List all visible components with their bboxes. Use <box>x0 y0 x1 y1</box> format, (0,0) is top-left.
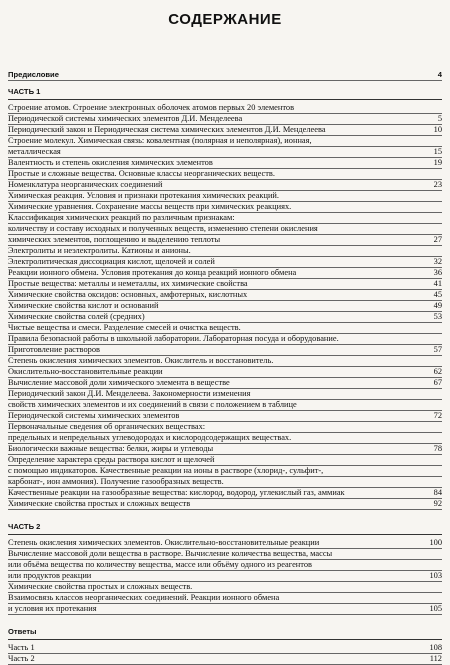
toc-entry-page: 15 <box>433 147 442 156</box>
toc-entry-text: Номенклатура неорганических соединений <box>8 180 163 189</box>
toc-entry-line[interactable] <box>8 466 442 477</box>
toc-entry-page: 10 <box>433 125 442 134</box>
page-title: СОДЕРЖАНИЕ <box>168 11 282 28</box>
part1-rule <box>8 99 442 100</box>
toc-entry-line[interactable] <box>8 136 442 147</box>
toc-entry-text: Строение атомов. Строение электронных оболочек атомов первых 20 элементов <box>8 103 295 112</box>
toc-entry-line[interactable] <box>8 235 442 246</box>
toc-entry-line[interactable] <box>8 169 442 180</box>
toc-entry-text: с помощью индикаторов. Качественные реакции на ионы в растворе (хлорид-, сульфит-, <box>8 466 324 475</box>
toc-entry-page: 72 <box>433 411 442 420</box>
toc-entry-text: Электролитическая диссоциация кислот, щелочей и солей <box>8 257 215 266</box>
toc-entry-text: Первоначальные сведения об органических веществах: <box>8 422 206 431</box>
part2-rule <box>8 534 442 535</box>
toc-entry-text: Вычисление массовой доли вещества в растворе. Вычисление количества вещества, массы <box>8 549 333 558</box>
toc-entry-line[interactable] <box>8 400 442 411</box>
toc-entry-page: 92 <box>433 499 442 508</box>
toc-entry-page: 84 <box>433 488 442 497</box>
toc-entry-text: Химические свойства кислот и оснований <box>8 301 159 310</box>
toc-entry-line[interactable] <box>8 103 442 114</box>
toc-entry-line[interactable] <box>8 488 442 499</box>
toc-entry-line[interactable] <box>8 538 442 549</box>
toc-entry-page: 100 <box>429 538 442 547</box>
toc-entry-text: Химические свойства простых и сложных веществ <box>8 499 191 508</box>
toc-entry-line[interactable] <box>8 279 442 290</box>
toc-entry-line[interactable] <box>8 290 442 301</box>
toc-entry-page: 67 <box>433 378 442 387</box>
toc-entry-text: Химические свойства оксидов: основных, амфотерных, кислотных <box>8 290 248 299</box>
toc-entry-text: Периодический закон Д.И. Менделеева. Закономерности изменения <box>8 389 251 398</box>
toc-entry-line[interactable] <box>8 582 442 593</box>
toc-entry-line[interactable] <box>8 560 442 571</box>
toc-entry-line[interactable] <box>8 499 442 510</box>
toc-entry-line[interactable] <box>8 422 442 433</box>
toc-entry-text: Приготовление растворов <box>8 345 100 354</box>
toc-entry-text: Биологически важные вещества: белки, жиры и углеводы <box>8 444 214 453</box>
toc-entry-line[interactable] <box>8 356 442 367</box>
toc-entry-page: 57 <box>433 345 442 354</box>
toc-entry-text: карбонат-, ион аммония). Получение газообразных веществ. <box>8 477 224 486</box>
toc-entry-label: Предисловие <box>8 70 59 79</box>
toc-entry-line[interactable] <box>8 477 442 488</box>
toc-entry-line[interactable] <box>8 334 442 345</box>
toc-entry-line[interactable] <box>8 125 442 136</box>
toc-entry-line[interactable] <box>8 345 442 356</box>
toc-entry-text: Простые вещества: металлы и неметаллы, их химические свойства <box>8 279 248 288</box>
toc-entry-preface[interactable] <box>8 70 442 81</box>
toc-entry-page: 105 <box>429 604 442 613</box>
toc-entry-text: Определение характера среды раствора кислот и щелочей <box>8 455 215 464</box>
toc-entry-page: 19 <box>433 158 442 167</box>
toc-entry-line[interactable] <box>8 389 442 400</box>
toc-entry-text: или объёма вещества по количеству вещества, массе или объёму одного из реагентов <box>8 560 312 569</box>
toc-entry-text: или продуктов реакции <box>8 571 92 580</box>
toc-entry-line[interactable] <box>8 147 442 158</box>
toc-entry-line[interactable] <box>8 367 442 378</box>
toc-entry-page: 5 <box>437 114 442 123</box>
toc-entry-text: Периодической системы химических элементов <box>8 411 180 420</box>
toc-entry-page: 41 <box>433 279 442 288</box>
toc-entry-text: Химические уравнения. Сохранение массы веществ при химических реакциях. <box>8 202 292 211</box>
toc-entry-text: Химические свойства простых и сложных веществ. <box>8 582 193 591</box>
toc-entry-text: предельных и непредельных углеводородах и кислородсодержащих веществах. <box>8 433 292 442</box>
toc-entry-text: Чистые вещества и смеси. Разделение смесей и очистка веществ. <box>8 323 241 332</box>
toc-entry-line[interactable] <box>8 301 442 312</box>
answers-rule <box>8 639 442 640</box>
toc-entry-text: Степень окисления химических элементов. Окислитель и восстановитель. <box>8 356 274 365</box>
toc-entry-line[interactable] <box>8 593 442 604</box>
toc-entry-text: и условия их протекания <box>8 604 97 613</box>
toc-entry-line[interactable] <box>8 549 442 560</box>
toc-entry-page: 23 <box>433 180 442 189</box>
toc-entry-text: Химические свойства солей (средних) <box>8 312 145 321</box>
part2-entries <box>8 538 442 615</box>
toc-entry-line[interactable] <box>8 323 442 334</box>
answers-heading: Ответы <box>8 627 37 636</box>
toc-entry-line[interactable] <box>8 455 442 466</box>
toc-entry-line[interactable] <box>8 257 442 268</box>
toc-entry-line[interactable] <box>8 312 442 323</box>
toc-entry-text: Валентность и степень окисления химических элементов <box>8 158 213 167</box>
toc-entry-page: 112 <box>429 654 442 663</box>
toc-entry-text: Электролиты и неэлектролиты. Катионы и анионы. <box>8 246 191 255</box>
toc-entry-text: Строение молекул. Химическая связь: ковалентная (полярная и неполярная), ионная, <box>8 136 312 145</box>
toc-entry-page: 45 <box>433 290 442 299</box>
toc-entry-page: 108 <box>429 643 442 652</box>
toc-entry-page: 32 <box>433 257 442 266</box>
part1-entries <box>8 103 442 510</box>
toc-entry-text: Часть 2 <box>8 654 35 663</box>
part1-heading: ЧАСТЬ 1 <box>8 87 41 96</box>
toc-entry-line[interactable] <box>8 114 442 125</box>
toc-entry-text: количеству и составу исходных и полученных веществ, изменению степени окисления <box>8 224 318 233</box>
toc-entry-text: Простые и сложные вещества. Основные классы неорганических веществ. <box>8 169 275 178</box>
toc-entry-line[interactable] <box>8 224 442 235</box>
toc-entry-line[interactable] <box>8 378 442 389</box>
toc-entry-text: Вычисление массовой доли химического элемента в веществе <box>8 378 230 387</box>
toc-entry-line[interactable] <box>8 444 442 455</box>
part2-heading: ЧАСТЬ 2 <box>8 522 41 531</box>
toc-entry-line[interactable] <box>8 180 442 191</box>
toc-entry-text: Окислительно-восстановительные реакции <box>8 367 163 376</box>
toc-entry-page: 78 <box>433 444 442 453</box>
toc-entry-line[interactable] <box>8 191 442 202</box>
toc-entry-line[interactable] <box>8 654 442 665</box>
toc-entry-line[interactable] <box>8 246 442 257</box>
toc-entry-page: 27 <box>433 235 442 244</box>
toc-entry-line[interactable] <box>8 411 442 422</box>
toc-entry-line[interactable] <box>8 268 442 279</box>
toc-entry-page: 62 <box>433 367 442 376</box>
answers-entries <box>8 643 442 665</box>
toc-entry-line[interactable] <box>8 202 442 213</box>
toc-entry-line[interactable] <box>8 643 442 654</box>
toc-entry-line[interactable] <box>8 213 442 224</box>
toc-entry-page: 4 <box>437 70 442 79</box>
toc-entry-text: Качественные реакции на газообразные вещества: кислород, водород, углекислый газ, аммиак <box>8 488 345 497</box>
toc <box>8 70 442 665</box>
toc-entry-text: Классификация химических реакций по различным признакам: <box>8 213 235 222</box>
toc-entry-text: металлическая <box>8 147 61 156</box>
toc-entry-line[interactable] <box>8 158 442 169</box>
toc-entry-line[interactable] <box>8 571 442 582</box>
toc-entry-text: Реакции ионного обмена. Условия протекания до конца реакций ионного обмена <box>8 268 297 277</box>
toc-entry-text: Правила безопасной работы в школьной лаборатории. Лабораторная посуда и оборудование. <box>8 334 339 343</box>
toc-entry-text: свойств химических элементов и их соединений в связи с положением в таблице <box>8 400 297 409</box>
toc-entry-text: Часть 1 <box>8 643 35 652</box>
toc-entry-text: Периодический закон и Периодическая система химических элементов Д.И. Менделеева <box>8 125 326 134</box>
toc-entry-text: химических элементов, поглощению и выделению теплоты <box>8 235 221 244</box>
toc-entry-page: 103 <box>429 571 442 580</box>
toc-entry-page: 53 <box>433 312 442 321</box>
toc-entry-page: 49 <box>433 301 442 310</box>
toc-entry-text: Взаимосвязь классов неорганических соединений. Реакции ионного обмена <box>8 593 280 602</box>
toc-entry-text: Химическая реакция. Условия и признаки протекания химических реакций. <box>8 191 280 200</box>
toc-entry-line[interactable] <box>8 433 442 444</box>
toc-entry-page: 36 <box>433 268 442 277</box>
toc-entry-text: Периодической системы химических элементов Д.И. Менделеева <box>8 114 243 123</box>
toc-entry-text: Степень окисления химических элементов. Окислительно-восстановительные реакции <box>8 538 320 547</box>
